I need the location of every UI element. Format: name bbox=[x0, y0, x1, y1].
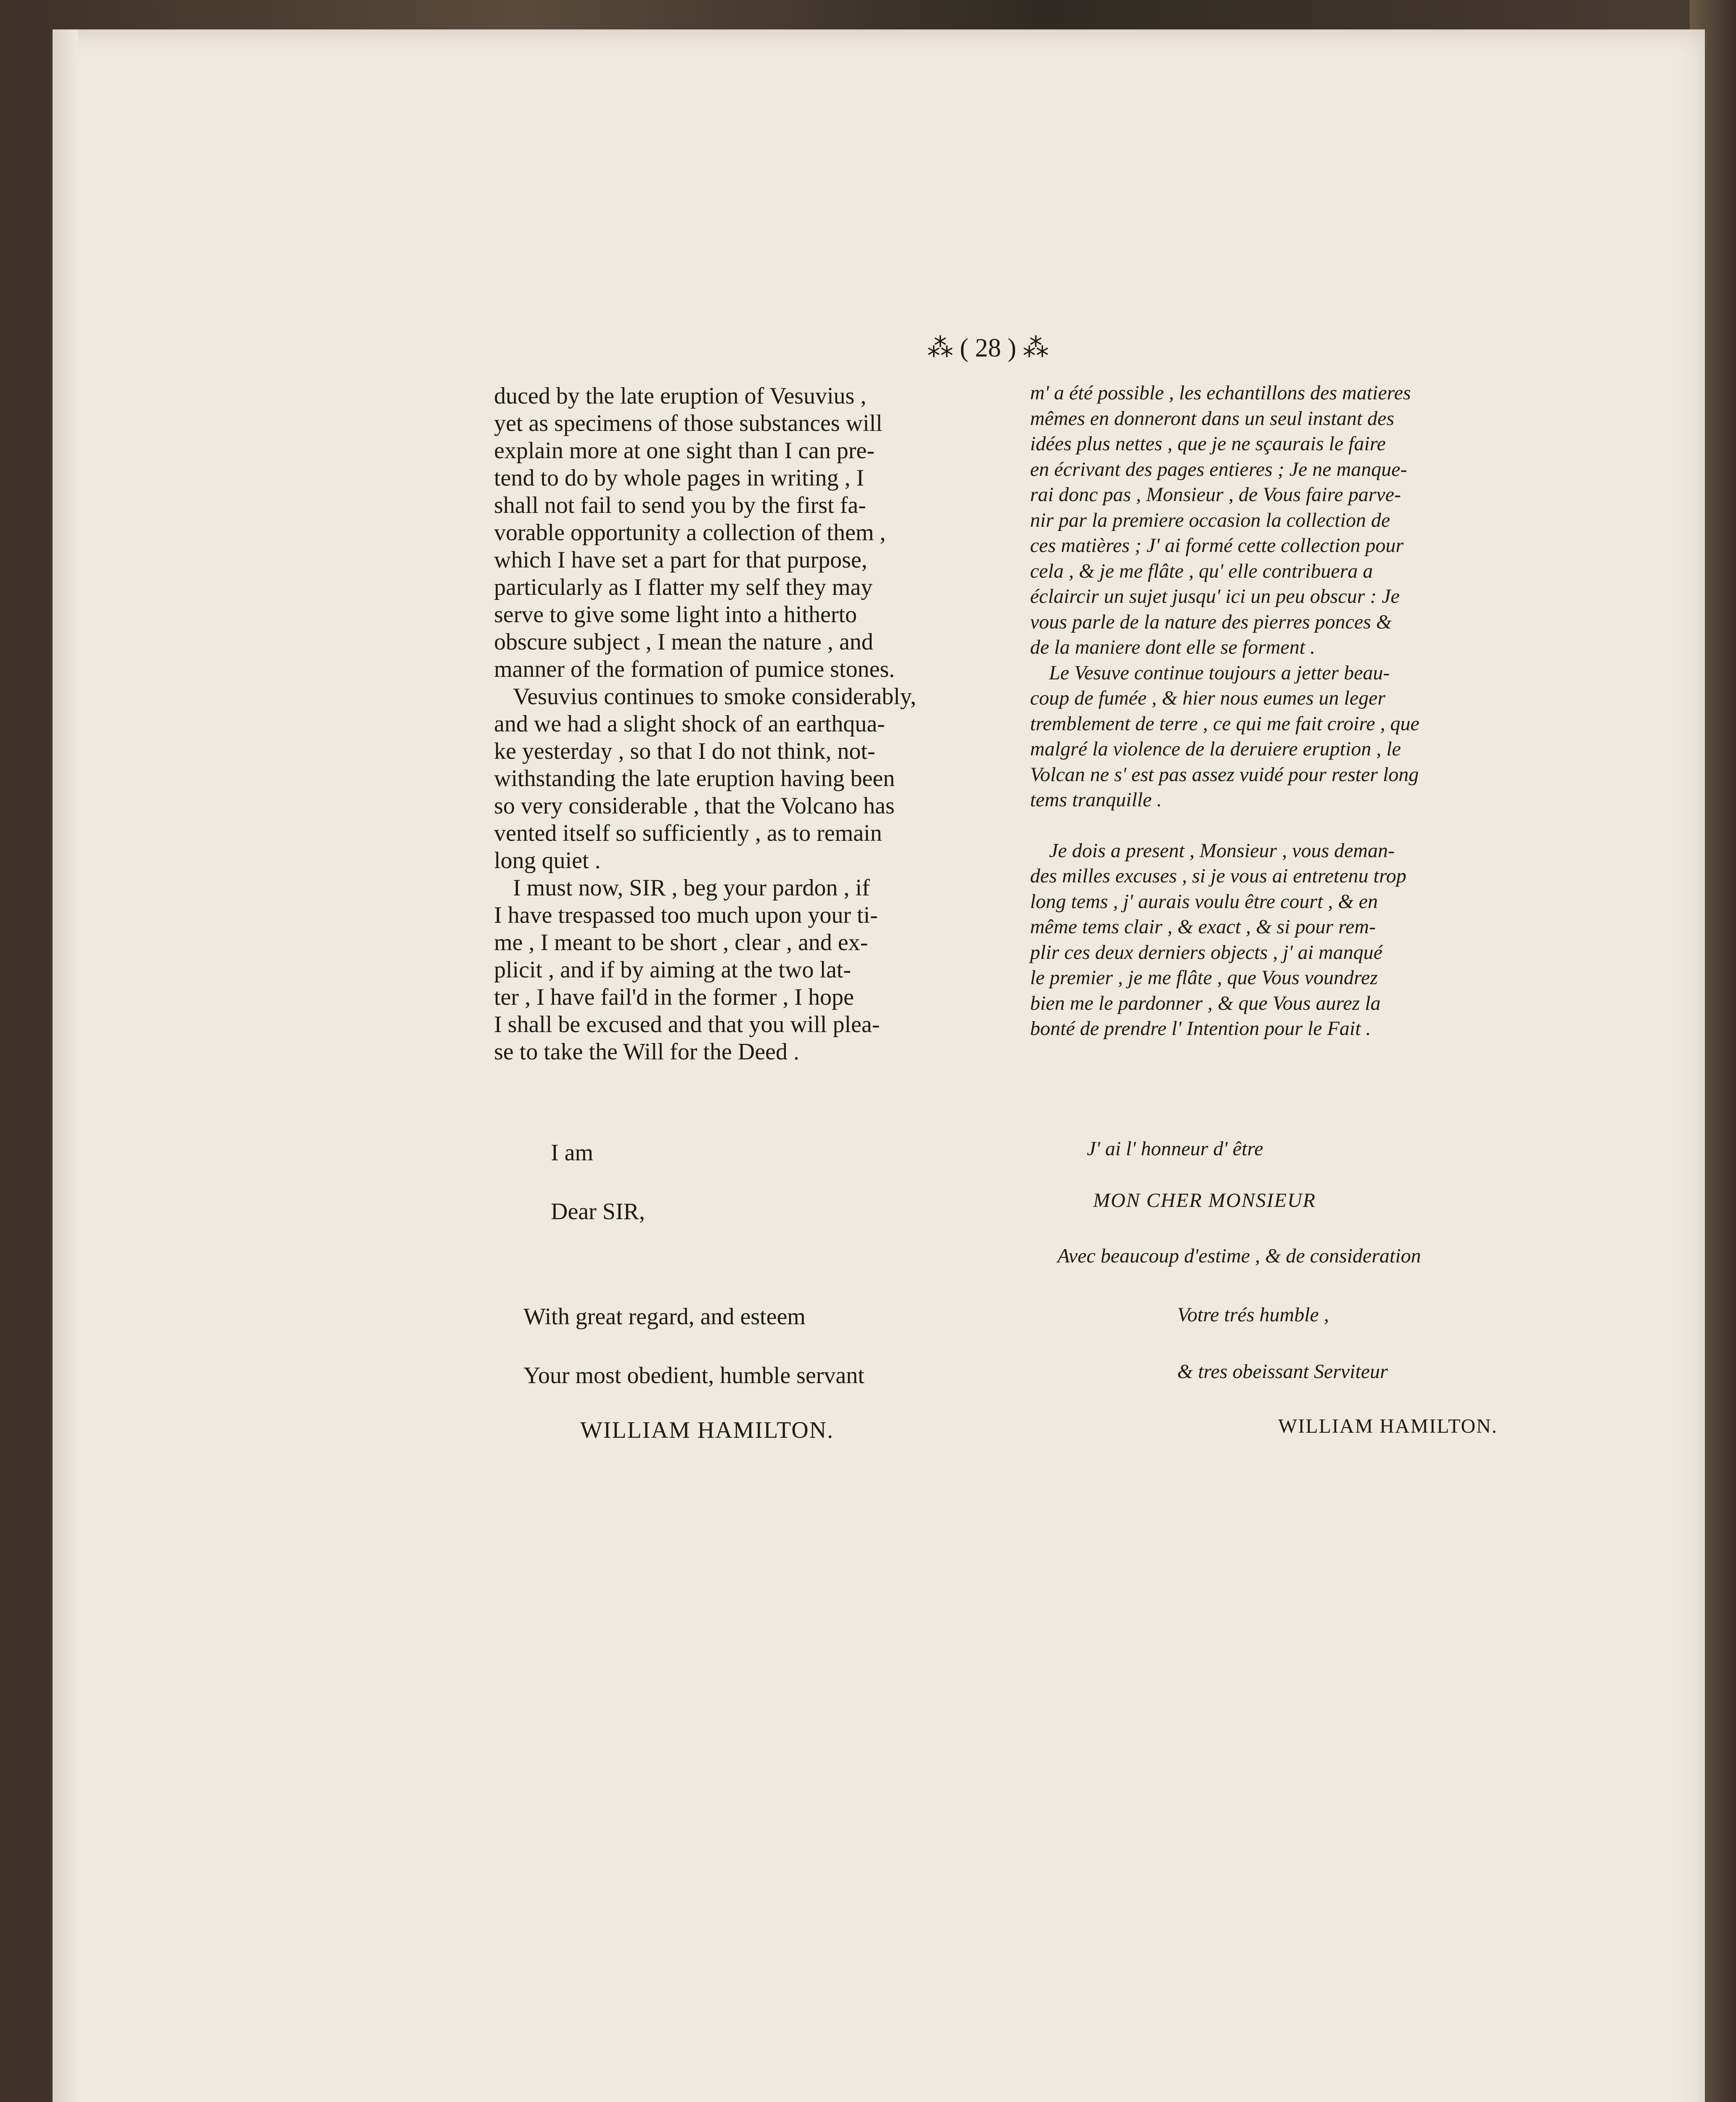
french-paragraph-2 bbox=[1030, 660, 1514, 813]
text-line: rai donc pas , Monsieur , de Vous faire parve- bbox=[1030, 483, 1401, 506]
page-sheet bbox=[53, 29, 1705, 2102]
text-line: vous parle de la nature des pierres ponces & bbox=[1030, 610, 1392, 633]
text-line: bien me le pardonner , & que Vous aurez la bbox=[1030, 992, 1381, 1014]
text-line: I shall be excused and that you will plea- bbox=[494, 1011, 880, 1038]
french-paragraph-3 bbox=[1030, 838, 1514, 1042]
text-line: ces matières ; J' ai formé cette collection pour bbox=[1030, 534, 1404, 557]
page-gutter bbox=[53, 29, 78, 2102]
paragraph-gap bbox=[1030, 813, 1514, 838]
english-i-am: I am bbox=[551, 1140, 594, 1166]
french-mon-cher: MON CHER MONSIEUR bbox=[1093, 1189, 1316, 1212]
text-line: ter , I have fail'd in the former , I hope bbox=[494, 984, 854, 1010]
english-paragraph-1 bbox=[494, 383, 982, 683]
text-line: plir ces deux derniers objects , j' ai manqué bbox=[1030, 941, 1383, 964]
text-line: long quiet . bbox=[494, 848, 601, 874]
text-line: tems tranquille . bbox=[1030, 789, 1162, 811]
text-line: bonté de prendre l' Intention pour le Fait . bbox=[1030, 1017, 1371, 1040]
text-line: long tems , j' aurais voulu être court , & en bbox=[1030, 890, 1378, 913]
text-line: yet as specimens of those substances will bbox=[494, 410, 883, 436]
text-line: so very considerable , that the Volcano has bbox=[494, 793, 895, 819]
text-line: explain more at one sight than I can pre- bbox=[494, 438, 875, 464]
text-line: coup de fumée , & hier nous eumes un leger bbox=[1030, 687, 1386, 709]
text-line: cela , & je me flâte , qu' elle contribuera a bbox=[1030, 560, 1373, 582]
english-dear-sir: Dear SIR, bbox=[551, 1199, 645, 1225]
text-line: mêmes en donneront dans un seul instant des bbox=[1030, 407, 1395, 430]
text-line: and we had a slight shock of an earthqua- bbox=[494, 711, 885, 737]
text-line: me , I meant to be short , clear , and ex- bbox=[494, 930, 868, 956]
text-line: I have trespassed too much upon your ti- bbox=[494, 902, 878, 928]
text-line: vented itself so sufficiently , as to remain bbox=[494, 820, 882, 846]
text-line: le premier , je me flâte , que Vous voundrez bbox=[1030, 966, 1378, 989]
english-with-regard: With great regard, and esteem bbox=[523, 1304, 806, 1330]
page-number bbox=[904, 332, 1072, 363]
text-line: éclaircir un sujet jusqu' ici un peu obscur : Je bbox=[1030, 585, 1400, 607]
french-signature: WILLIAM HAMILTON. bbox=[1278, 1415, 1498, 1437]
text-line: tremblement de terre , ce qui me fait croire , que bbox=[1030, 712, 1419, 735]
text-line: manner of the formation of pumice stones. bbox=[494, 656, 895, 682]
text-line: des milles excuses , si je vous ai entretenu trop bbox=[1030, 865, 1406, 887]
text-line: serve to give some light into a hitherto bbox=[494, 602, 857, 628]
ornament-left-icon: ⁂ bbox=[927, 334, 954, 362]
english-paragraph-3 bbox=[494, 874, 982, 1066]
english-column bbox=[494, 383, 982, 1066]
text-line: tend to do by whole pages in writing , I bbox=[494, 465, 864, 491]
text-line: ke yesterday , so that I do not think, not- bbox=[494, 738, 875, 764]
french-obeissant: & tres obeissant Serviteur bbox=[1177, 1360, 1388, 1383]
english-your-servant: Your most obedient, humble servant bbox=[523, 1363, 864, 1389]
french-paragraph-1 bbox=[1030, 380, 1514, 660]
text-line: Vesuvius continues to smoke considerably, bbox=[513, 684, 917, 710]
ornament-right-icon: ⁂ bbox=[1023, 334, 1049, 362]
text-line: obscure subject , I mean the nature , and bbox=[494, 629, 873, 655]
text-line: idées plus nettes , que je ne sçaurais le faire bbox=[1030, 433, 1386, 455]
french-honneur: J' ai l' honneur d' être bbox=[1087, 1138, 1263, 1160]
text-line: se to take the Will for the Deed . bbox=[494, 1039, 800, 1065]
text-line: Je dois a present , Monsieur , vous deman- bbox=[1049, 839, 1395, 862]
text-line: même tems clair , & exact , & si pour rem- bbox=[1030, 916, 1376, 938]
french-votre: Votre trés humble , bbox=[1177, 1304, 1329, 1326]
text-line: malgré la violence de la deruiere eruption , le bbox=[1030, 738, 1401, 760]
text-line: vorable opportunity a collection of them , bbox=[494, 520, 886, 546]
text-line: which I have set a part for that purpose, bbox=[494, 547, 867, 573]
french-avec: Avec beaucoup d'estime , & de consideration bbox=[1057, 1245, 1421, 1267]
text-line: plicit , and if by aiming at the two lat- bbox=[494, 957, 851, 983]
text-line: de la maniere dont elle se forment . bbox=[1030, 636, 1316, 658]
text-line: duced by the late eruption of Vesuvius , bbox=[494, 383, 867, 409]
text-line: Volcan ne s' est pas assez vuidé pour rester long bbox=[1030, 763, 1419, 786]
text-line: particularly as I flatter my self they may bbox=[494, 574, 873, 600]
text-line: Le Vesuve continue toujours a jetter beau- bbox=[1049, 661, 1390, 684]
text-line: I must now, SIR , beg your pardon , if bbox=[513, 875, 870, 901]
text-line: shall not fail to send you by the first fa- bbox=[494, 492, 866, 518]
english-paragraph-2 bbox=[494, 683, 982, 874]
text-line: m' a été possible , les echantillons des matieres bbox=[1030, 382, 1411, 404]
text-line: nir par la premiere occasion la collection de bbox=[1030, 509, 1390, 531]
english-signature: WILLIAM HAMILTON. bbox=[580, 1417, 834, 1443]
french-column bbox=[1030, 380, 1514, 1042]
folio-text: ( 28 ) bbox=[959, 334, 1017, 362]
text-line: withstanding the late eruption having been bbox=[494, 766, 895, 792]
text-line: en écrivant des pages entieres ; Je ne manque- bbox=[1030, 458, 1407, 481]
